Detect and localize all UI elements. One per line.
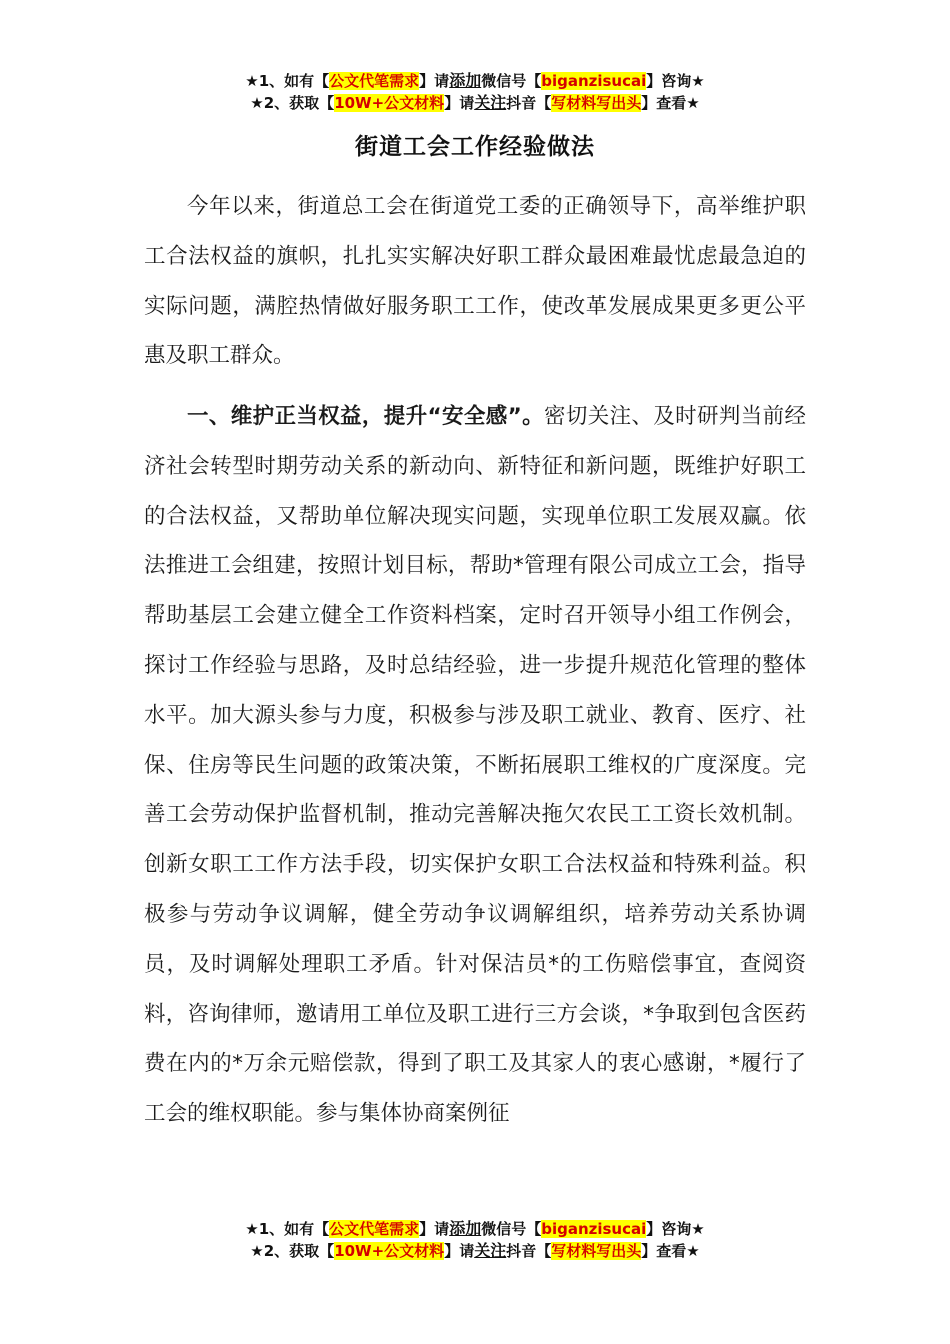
promo-underline: 关注 [474, 93, 507, 112]
paragraph-text: 今年以来，街道总工会在街道党工委的正确领导下，高举维护职工合法权益的旗帜，扎扎实实解决好职工群众最困难最忧虑最急迫的实际问题，满腔热情做好服务职工工作，使改革发展成果更多更公平惠及职工群众。 [144, 194, 806, 369]
promo-text: 微信号【 [481, 72, 542, 90]
promo-underline: 关注 [474, 1241, 507, 1260]
promo-text: ★1、如有【 [245, 72, 330, 90]
promo-line-2 [0, 1240, 950, 1262]
promo-text: 】查看★ [641, 94, 700, 112]
promo-text: 】请 [444, 1242, 475, 1260]
promo-line-1 [0, 1218, 950, 1240]
promo-text: 】咨询★ [646, 72, 705, 90]
promo-banner-bottom [0, 1218, 950, 1262]
promo-text: 微信号【 [481, 1220, 542, 1238]
promo-text: 】查看★ [641, 1242, 700, 1260]
paragraph-intro [144, 182, 806, 381]
promo-text: ★2、获取【 [250, 94, 335, 112]
promo-highlight: 公文代笔需求 [329, 72, 420, 90]
promo-highlight: 10W+公文材料 [334, 1242, 445, 1260]
section-heading: 一、维护正当权益，提升“安全感”。 [187, 404, 544, 429]
paragraph-section-1 [144, 392, 806, 1139]
promo-line-2 [0, 92, 950, 114]
paragraph-text [144, 392, 806, 1139]
promo-highlight: 写材料写出头 [551, 1242, 642, 1260]
promo-text: ★2、获取【 [250, 1242, 335, 1260]
promo-highlight: biganzisucai [541, 72, 647, 90]
promo-text: 】请 [444, 94, 475, 112]
promo-banner-top [0, 70, 950, 114]
promo-text: ★1、如有【 [245, 1220, 330, 1238]
promo-highlight: 公文代笔需求 [329, 1220, 420, 1238]
promo-highlight: 写材料写出头 [551, 94, 642, 112]
promo-text: 】请 [419, 1220, 450, 1238]
promo-underline: 添加 [449, 1219, 482, 1238]
document-title: 街道工会工作经验做法 [355, 134, 595, 160]
promo-text: 】请 [419, 72, 450, 90]
promo-underline: 添加 [449, 71, 482, 90]
promo-highlight: biganzisucai [541, 1220, 647, 1238]
promo-text: 抖音【 [506, 94, 552, 112]
promo-text: 】咨询★ [646, 1220, 705, 1238]
section-body: 密切关注、及时研判当前经济社会转型时期劳动关系的新动向、新特征和新问题，既维护好职工的合法权益，又帮助单位解决现实问题，实现单位职工发展双赢。依法推进工会组建，按照计划目标，帮助*管理有限公司成立工会，指导帮助基层工会建立健全工作资料档案，定时召开领导小组工作例会，探讨工作经验与思路，及时总结经验，进一步提升规范化管理的整体水平。加大源头参与力度，积极参与涉及职工就业、教育、医疗、社保、住房等民生问题的政策决策，不断拓展职工维权的广度深度。完善工会劳动保护监督机制，推动完善解决拖欠农民工工资长效机制。创新女职工工作方法手段，切实保护女职工合法权益和特殊利益。积极参与劳动争议调解，健全劳动争议调解组织，培养劳动关系协调员，及时调解处理职工矛盾。针对保洁员*的工伤赔偿事宜，查阅资料，咨询律师，邀请用工单位及职工进行三方会谈，*争取到包含医药费在内的*万余元赔偿款，得到了职工及其家人的衷心感谢，*履行了工会的维权职能。参与集体协商案例征 [144, 404, 806, 1127]
promo-highlight: 10W+公文材料 [334, 94, 445, 112]
promo-line-1 [0, 70, 950, 92]
promo-text: 抖音【 [506, 1242, 552, 1260]
